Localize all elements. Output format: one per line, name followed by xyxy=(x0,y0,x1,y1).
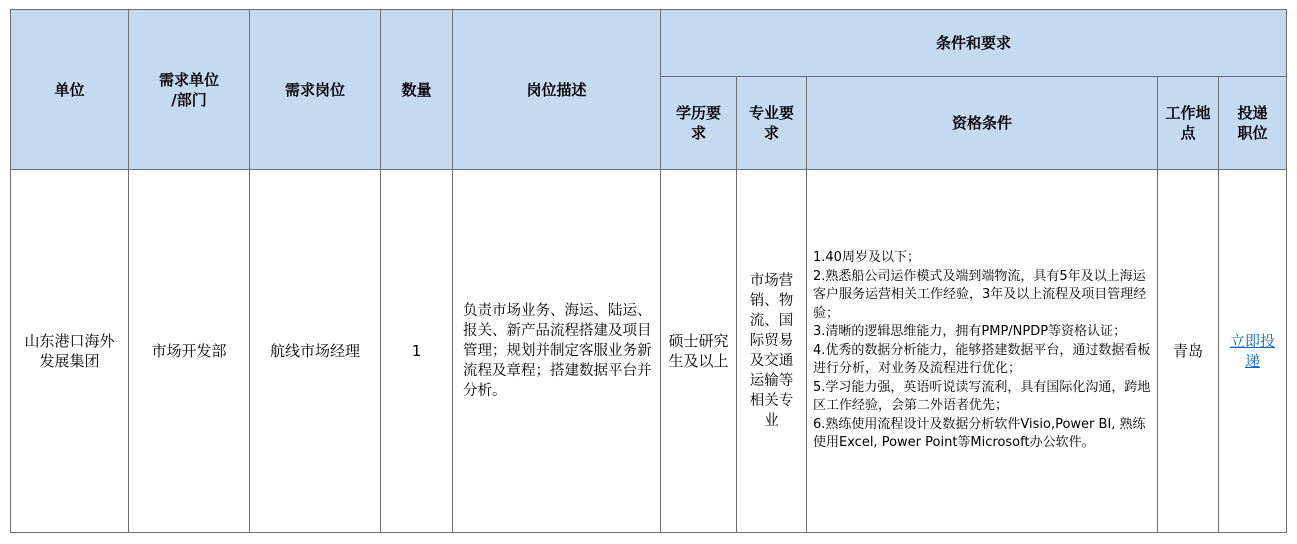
header-unit: 单位 xyxy=(11,10,129,170)
qualification-item-3: 3.清晰的逻辑思维能力，拥有PMP/NPDP等资格认证； xyxy=(813,324,1127,340)
cell-unit-line2: 发展集团 xyxy=(39,352,100,370)
qualification-item-2: 2.熟悉船公司运作模式及端到端物流，具有5年及以上海运客户服务运营相关工作经验，3年及以上流程及项目管理经验； xyxy=(813,268,1147,321)
cell-quantity: 1 xyxy=(381,170,453,533)
apply-now-link-line2: 递 xyxy=(1245,352,1261,370)
header-major xyxy=(737,77,807,170)
apply-now-link-line1: 立即投 xyxy=(1230,332,1276,350)
header-location-line2: 点 xyxy=(1180,124,1196,142)
cell-unit-line1: 山东港口海外 xyxy=(24,332,115,350)
cell-location: 青岛 xyxy=(1158,170,1219,533)
header-major-line1: 专业要 xyxy=(748,104,794,122)
cell-position: 航线市场经理 xyxy=(250,170,381,533)
apply-now-link[interactable] xyxy=(1230,332,1275,370)
qualification-item-5: 5.学习能力强，英语听说读写流利，具有国际化沟通，跨地区工作经验，会第二外语者优先； xyxy=(813,379,1151,414)
header-department-line2: /部门 xyxy=(171,90,207,109)
job-listing-table xyxy=(10,9,1287,533)
header-apply xyxy=(1219,77,1287,170)
header-education-line1: 学历要 xyxy=(675,104,721,122)
cell-major: 市场营销、物流、国际贸易及交通运输等相关专业 xyxy=(737,170,807,533)
header-education xyxy=(661,77,737,170)
cell-description: 负责市场业务、海运、陆运、报关、新产品流程搭建及项目管理；规划并制定客服业务新流程及章程；搭建数据平台并分析。 xyxy=(453,170,661,533)
header-education-line2: 求 xyxy=(690,124,706,142)
header-apply-line1: 投递 xyxy=(1237,104,1268,122)
header-qualifications: 资格条件 xyxy=(807,77,1158,170)
header-department-line1: 需求单位 xyxy=(158,70,219,89)
qualification-item-6: 6.熟练使用流程设计及数据分析软件Visio,Power BI, 熟练使用Excel, Power Point等Microsoft办公软件。 xyxy=(813,416,1146,451)
header-apply-line2: 职位 xyxy=(1237,124,1268,142)
qualification-item-1: 1.40周岁及以下； xyxy=(813,250,920,266)
cell-qualifications xyxy=(807,170,1158,533)
cell-education: 硕士研究生及以上 xyxy=(661,170,737,533)
cell-unit xyxy=(11,170,129,533)
qualification-item-4: 4.优秀的数据分析能力，能够搭建数据平台，通过数据看板进行分析，对业务及流程进行优化； xyxy=(813,342,1151,377)
header-description: 岗位描述 xyxy=(453,10,661,170)
header-department xyxy=(129,10,250,170)
header-conditions: 条件和要求 xyxy=(661,10,1287,77)
cell-department: 市场开发部 xyxy=(129,170,250,533)
header-position: 需求岗位 xyxy=(250,10,381,170)
header-major-line2: 求 xyxy=(763,124,779,142)
cell-apply xyxy=(1219,170,1287,533)
table-row xyxy=(11,170,1287,533)
header-location xyxy=(1158,77,1219,170)
header-location-line1: 工作地 xyxy=(1165,104,1211,122)
header-quantity: 数量 xyxy=(381,10,453,170)
